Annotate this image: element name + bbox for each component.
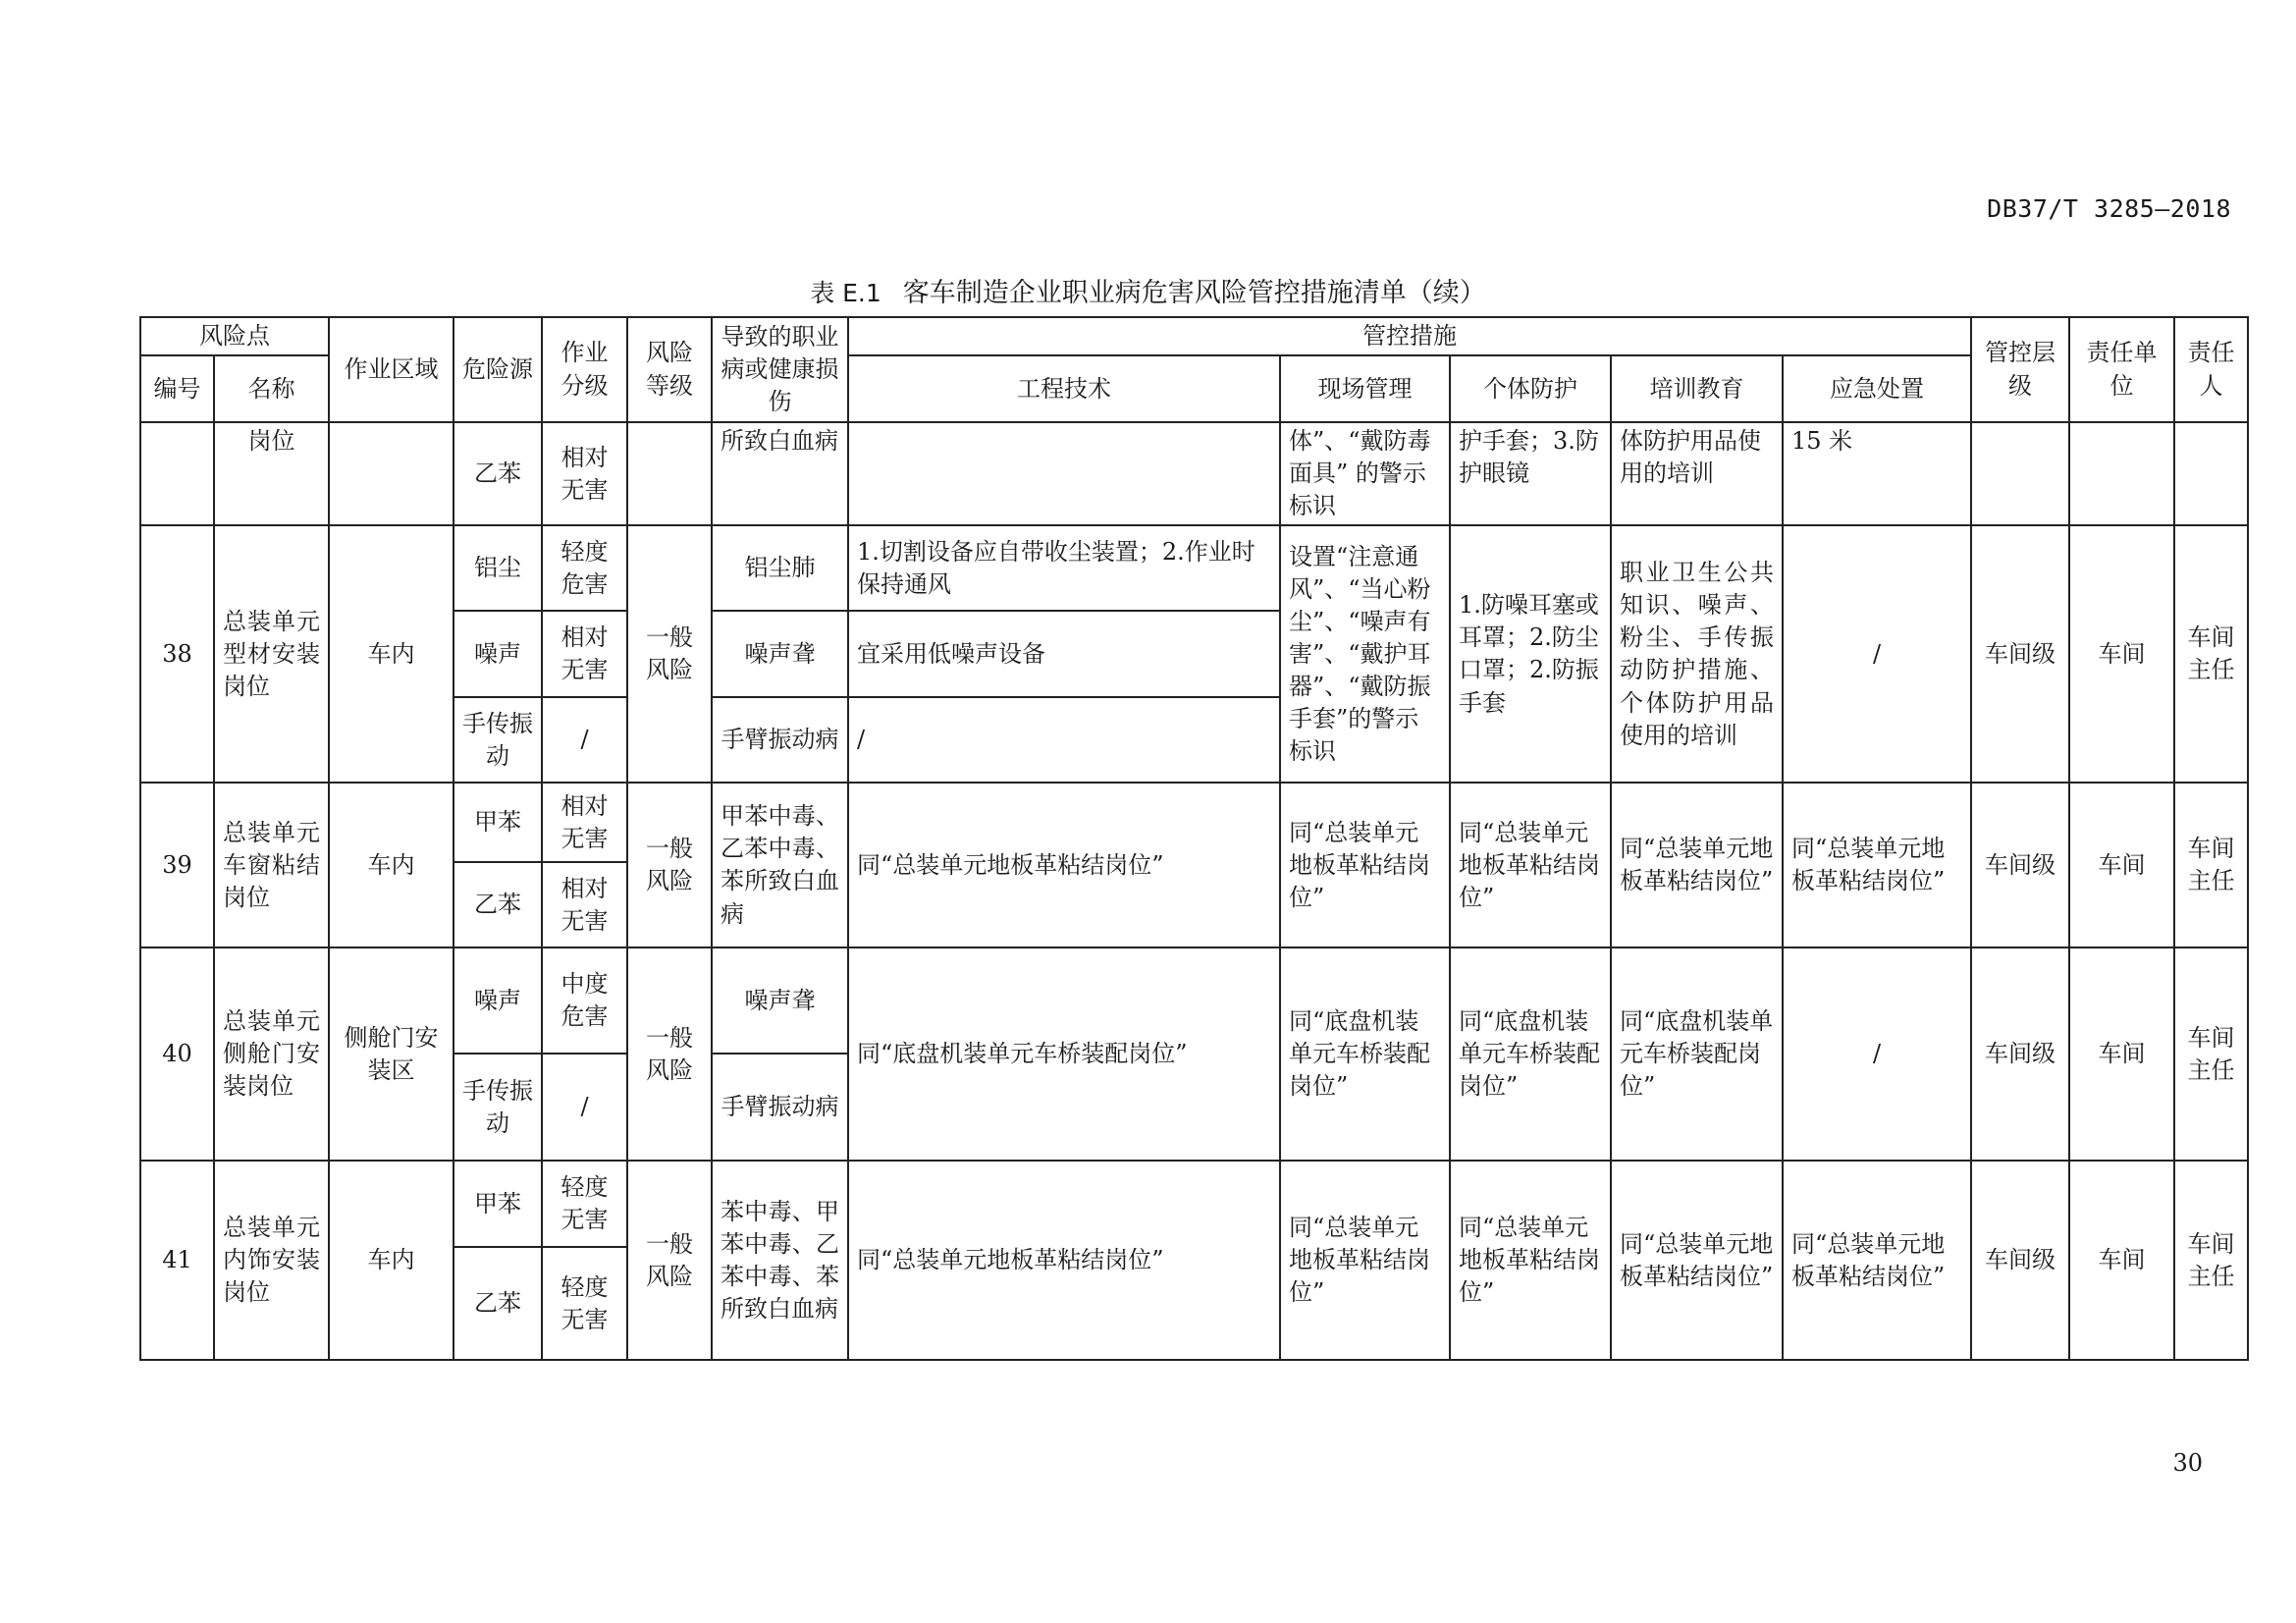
cell-personal-protection: 护手套；3.防护眼镜 — [1450, 422, 1611, 525]
cell-disease: 手臂振动病 — [712, 697, 848, 783]
cell-area: 车内 — [329, 1161, 454, 1360]
cell-work-grade: 相对无害 — [542, 783, 627, 862]
header-personal-protection: 个体防护 — [1450, 355, 1611, 422]
cell-hazard-source: 噪声 — [454, 611, 542, 697]
cell-area: 车内 — [329, 783, 454, 947]
cell-control-level: 车间级 — [1971, 947, 2069, 1161]
cell-responsible-unit: 车间 — [2069, 783, 2174, 947]
standard-code: DB37/T 3285—2018 — [1987, 194, 2231, 223]
cell-emergency: 同“总装单元地板革粘结岗位” — [1783, 783, 1971, 947]
header-row — [140, 317, 2248, 355]
cell-engineering — [848, 422, 1280, 525]
header-responsible-unit: 责任单位 — [2069, 317, 2174, 422]
cell-emergency: / — [1783, 947, 1971, 1161]
cell-work-grade: / — [542, 1054, 627, 1161]
header-emergency: 应急处置 — [1783, 355, 1971, 422]
cell-number: 40 — [140, 947, 214, 1161]
cell-work-grade: 相对无害 — [542, 611, 627, 697]
cell-personal-protection: 同“总装单元地板革粘结岗位” — [1450, 783, 1611, 947]
header-number: 编号 — [140, 355, 214, 422]
cell-name: 总装单元侧舱门安装岗位 — [214, 947, 329, 1161]
table-row — [140, 525, 2248, 611]
table-caption — [0, 271, 2296, 309]
header-site-management: 现场管理 — [1280, 355, 1450, 422]
cell-hazard-source: 乙苯 — [454, 1247, 542, 1360]
cell-work-grade: 相对无害 — [542, 422, 627, 525]
cell-site-management: 同“总装单元地板革粘结岗位” — [1280, 783, 1450, 947]
header-risk-point: 风险点 — [140, 317, 329, 355]
cell-responsible-person — [2174, 422, 2248, 525]
cell-control-level: 车间级 — [1971, 783, 2069, 947]
cell-responsible-person: 车间主任 — [2174, 947, 2248, 1161]
cell-engineering: 同“总装单元地板革粘结岗位” — [848, 783, 1280, 947]
cell-control-level: 车间级 — [1971, 525, 2069, 783]
cell-emergency: 同“总装单元地板革粘结岗位” — [1783, 1161, 1971, 1360]
table-row — [140, 783, 2248, 862]
cell-work-grade: 轻度危害 — [542, 525, 627, 611]
cell-training: 体防护用品使用的培训 — [1611, 422, 1783, 525]
table-row — [140, 947, 2248, 1054]
cell-responsible-person: 车间主任 — [2174, 525, 2248, 783]
cell-engineering: 同“底盘机装单元车桥装配岗位” — [848, 947, 1280, 1161]
cell-number: 38 — [140, 525, 214, 783]
table-title: 客车制造企业职业病危害风险管控措施清单（续） — [902, 278, 1486, 308]
page-number: 30 — [2172, 1449, 2203, 1477]
cell-area: 车内 — [329, 525, 454, 783]
cell-personal-protection: 同“总装单元地板革粘结岗位” — [1450, 1161, 1611, 1360]
cell-work-grade: / — [542, 697, 627, 783]
cell-number: 41 — [140, 1161, 214, 1360]
cell-area: 侧舱门安装区 — [329, 947, 454, 1161]
cell-number: 39 — [140, 783, 214, 947]
cell-responsible-person: 车间主任 — [2174, 783, 2248, 947]
header-control-measures: 管控措施 — [848, 317, 1971, 355]
cell-disease: 手臂振动病 — [712, 1054, 848, 1161]
cell-work-grade: 相对无害 — [542, 862, 627, 947]
cell-hazard-source: 手传振动 — [454, 1054, 542, 1161]
cell-disease: 苯中毒、甲苯中毒、乙苯中毒、苯所致白血病 — [712, 1161, 848, 1360]
cell-training: 同“底盘机装单元车桥装配岗位” — [1611, 947, 1783, 1161]
table-row — [140, 1161, 2248, 1247]
header-risk-level: 风险等级 — [627, 317, 712, 422]
cell-responsible-unit — [2069, 422, 2174, 525]
cell-name: 总装单元车窗粘结岗位 — [214, 783, 329, 947]
cell-site-management: 设置“注意通风”、“当心粉尘”、“噪声有害”、“戴护耳器”、“戴防振手套”的警示标识 — [1280, 525, 1450, 783]
cell-hazard-source: 乙苯 — [454, 422, 542, 525]
cell-hazard-source: 铝尘 — [454, 525, 542, 611]
header-disease: 导致的职业病或健康损伤 — [712, 317, 848, 422]
cell-personal-protection: 1.防噪耳塞或耳罩；2.防尘口罩；2.防振手套 — [1450, 525, 1611, 783]
cell-hazard-source: 乙苯 — [454, 862, 542, 947]
cell-name: 总装单元内饰安装岗位 — [214, 1161, 329, 1360]
cell-hazard-source: 手传振动 — [454, 697, 542, 783]
cell-disease: 所致白血病 — [712, 422, 848, 525]
cell-name: 岗位 — [214, 422, 329, 525]
header-name: 名称 — [214, 355, 329, 422]
cell-responsible-person: 车间主任 — [2174, 1161, 2248, 1360]
cell-emergency: 15 米 — [1783, 422, 1971, 525]
cell-risk-level — [627, 422, 712, 525]
cell-site-management: 体”、“戴防毒面具” 的警示标识 — [1280, 422, 1450, 525]
cell-hazard-source: 噪声 — [454, 947, 542, 1054]
cell-risk-level: 一般风险 — [627, 783, 712, 947]
cell-disease: 噪声聋 — [712, 947, 848, 1054]
cell-work-grade: 中度危害 — [542, 947, 627, 1054]
cell-area — [329, 422, 454, 525]
header-work-grade: 作业分级 — [542, 317, 627, 422]
cell-risk-level: 一般风险 — [627, 525, 712, 783]
table-number: 表 E.1 — [810, 279, 881, 307]
table-row — [140, 422, 2248, 525]
cell-disease: 噪声聋 — [712, 611, 848, 697]
cell-engineering: / — [848, 697, 1280, 783]
cell-work-grade: 轻度无害 — [542, 1161, 627, 1247]
cell-personal-protection: 同“底盘机装单元车桥装配岗位” — [1450, 947, 1611, 1161]
cell-control-level: 车间级 — [1971, 1161, 2069, 1360]
cell-engineering: 1.切割设备应自带收尘装置；2.作业时保持通风 — [848, 525, 1280, 611]
header-control-level: 管控层级 — [1971, 317, 2069, 422]
cell-responsible-unit: 车间 — [2069, 1161, 2174, 1360]
cell-risk-level: 一般风险 — [627, 1161, 712, 1360]
header-training: 培训教育 — [1611, 355, 1783, 422]
header-responsible-person: 责任人 — [2174, 317, 2248, 422]
cell-risk-level: 一般风险 — [627, 947, 712, 1161]
cell-number — [140, 422, 214, 525]
cell-responsible-unit: 车间 — [2069, 525, 2174, 783]
cell-training: 同“总装单元地板革粘结岗位” — [1611, 783, 1783, 947]
cell-responsible-unit: 车间 — [2069, 947, 2174, 1161]
header-hazard-source: 危险源 — [454, 317, 542, 422]
cell-name: 总装单元型材安装岗位 — [214, 525, 329, 783]
cell-training: 同“总装单元地板革粘结岗位” — [1611, 1161, 1783, 1360]
cell-hazard-source: 甲苯 — [454, 1161, 542, 1247]
cell-site-management: 同“总装单元地板革粘结岗位” — [1280, 1161, 1450, 1360]
cell-hazard-source: 甲苯 — [454, 783, 542, 862]
cell-disease: 甲苯中毒、乙苯中毒、苯所致白血病 — [712, 783, 848, 947]
cell-disease: 铝尘肺 — [712, 525, 848, 611]
cell-training: 职业卫生公共知识、噪声、粉尘、手传振动防护措施、个体防护用品使用的培训 — [1611, 525, 1783, 783]
cell-work-grade: 轻度无害 — [542, 1247, 627, 1360]
header-work-area: 作业区域 — [329, 317, 454, 422]
cell-emergency: / — [1783, 525, 1971, 783]
cell-engineering: 同“总装单元地板革粘结岗位” — [848, 1161, 1280, 1360]
cell-control-level — [1971, 422, 2069, 525]
cell-engineering: 宜采用低噪声设备 — [848, 611, 1280, 697]
risk-control-table — [139, 316, 2249, 1361]
header-engineering: 工程技术 — [848, 355, 1280, 422]
cell-site-management: 同“底盘机装单元车桥装配岗位” — [1280, 947, 1450, 1161]
